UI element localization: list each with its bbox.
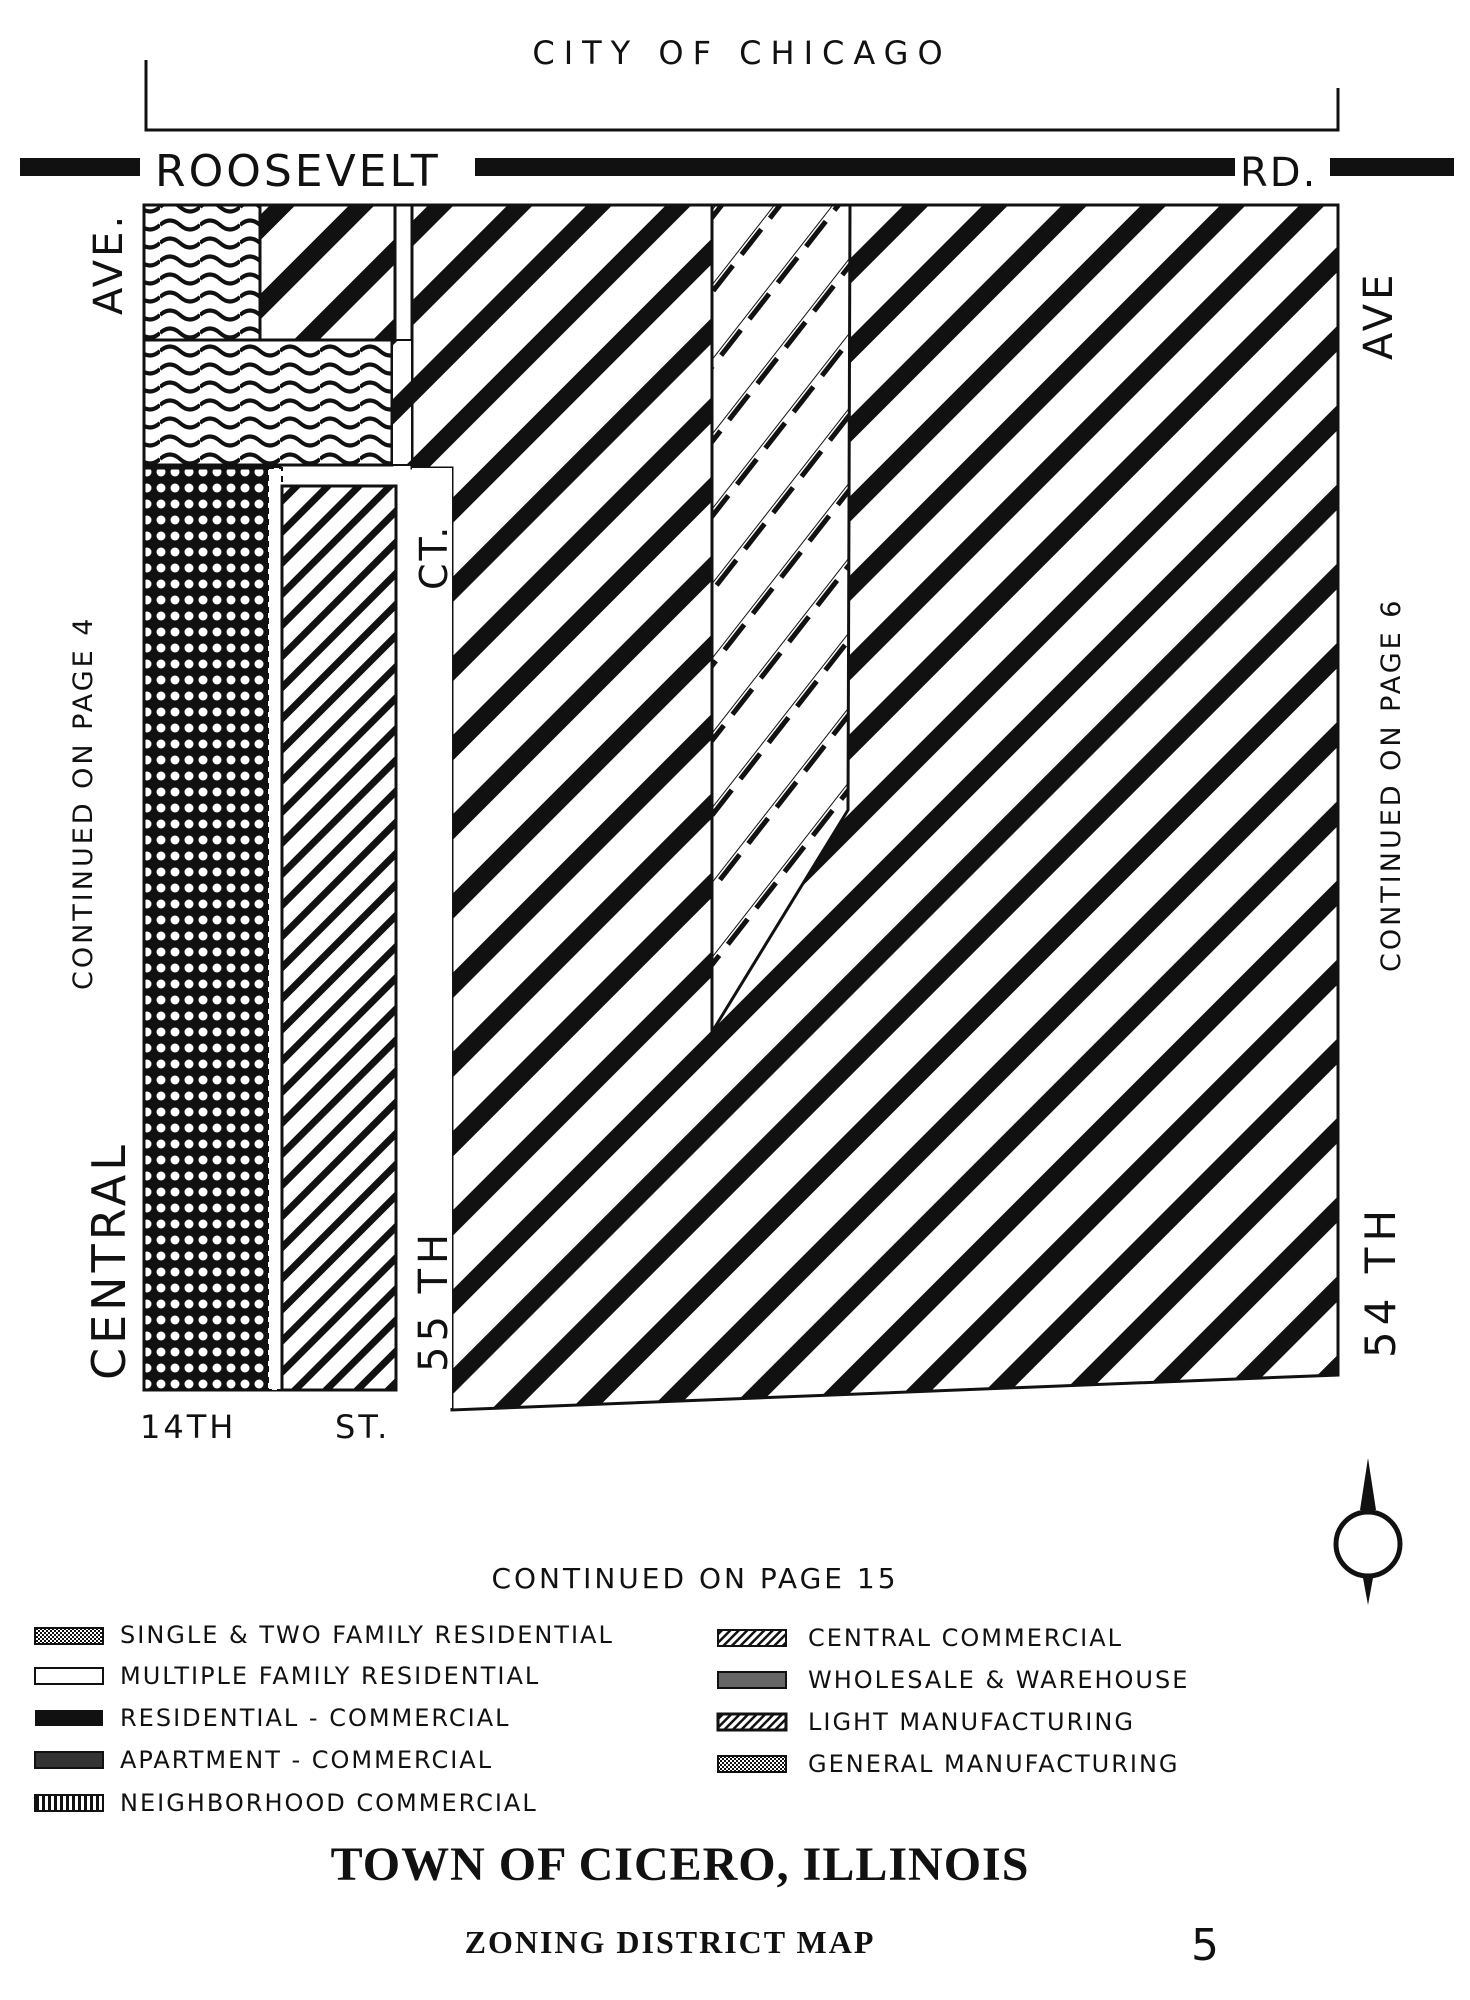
swatch-central-commercial <box>718 1630 786 1646</box>
city-boundary-bracket <box>146 34 1338 130</box>
map-subtitle: ZONING DISTRICT MAP <box>464 1924 876 1960</box>
legend-item-label: GENERAL MANUFACTURING <box>808 1750 1180 1778</box>
page-number: 5 <box>1191 1920 1219 1971</box>
zoning-districts <box>144 205 1338 1410</box>
swatch-apartment-commercial <box>35 1752 103 1768</box>
continued-right: CONTINUED ON PAGE 6 <box>1376 597 1407 972</box>
legend-item-label: SINGLE & TWO FAMILY RESIDENTIAL <box>120 1621 614 1649</box>
legend <box>35 1621 1189 1817</box>
continued-left: CONTINUED ON PAGE 4 <box>68 615 99 990</box>
wavy-district-top <box>144 205 260 340</box>
legend-item-label: MULTIPLE FAMILY RESIDENTIAL <box>120 1662 541 1690</box>
swatch-general-manufacturing <box>718 1756 786 1772</box>
continued-bottom: CONTINUED ON PAGE 15 <box>491 1562 899 1595</box>
swatch-light-manufacturing <box>718 1714 786 1730</box>
ct-label: CT. <box>412 523 456 590</box>
residential-multifamily-strip <box>268 468 282 1390</box>
54th-label: 54 TH <box>1356 1203 1405 1358</box>
roosevelt-road <box>20 146 1454 197</box>
city-label: CITY OF CHICAGO <box>532 34 952 72</box>
roosevelt-label: ROOSEVELT <box>155 146 441 197</box>
55th-label: 55 TH <box>411 1228 457 1372</box>
swatch-multiple-family <box>35 1668 103 1684</box>
legend-item-label: APARTMENT - COMMERCIAL <box>120 1746 494 1774</box>
swatch-neighborhood-commercial <box>35 1795 103 1811</box>
residential-district <box>144 468 280 1390</box>
north-arrow-icon <box>1336 1458 1400 1605</box>
swatch-residential-commercial <box>35 1710 103 1726</box>
swatch-wholesale-warehouse <box>718 1672 786 1688</box>
st-label: ST. <box>335 1408 391 1446</box>
commercial-strip <box>282 486 396 1390</box>
legend-labels <box>120 1621 1189 1817</box>
corner-strip <box>392 340 412 465</box>
ave-left-label: AVE. <box>86 212 132 315</box>
legend-item-label: RESIDENTIAL - COMMERCIAL <box>120 1704 511 1732</box>
map-title: TOWN OF CICERO, ILLINOIS <box>330 1838 1030 1891</box>
legend-item-label: WHOLESALE & WAREHOUSE <box>808 1666 1190 1694</box>
14th-label: 14TH <box>140 1408 237 1446</box>
legend-item-label: LIGHT MANUFACTURING <box>808 1708 1135 1736</box>
legend-item-label: CENTRAL COMMERCIAL <box>808 1624 1123 1652</box>
legend-item-label: NEIGHBORHOOD COMMERCIAL <box>120 1789 538 1817</box>
wavy-district-lower <box>144 340 392 465</box>
rd-label: RD. <box>1240 150 1318 196</box>
ave-right-label: AVE <box>1356 270 1402 360</box>
swatch-single-family <box>35 1628 103 1644</box>
central-label: CENTRAL <box>82 1141 136 1380</box>
